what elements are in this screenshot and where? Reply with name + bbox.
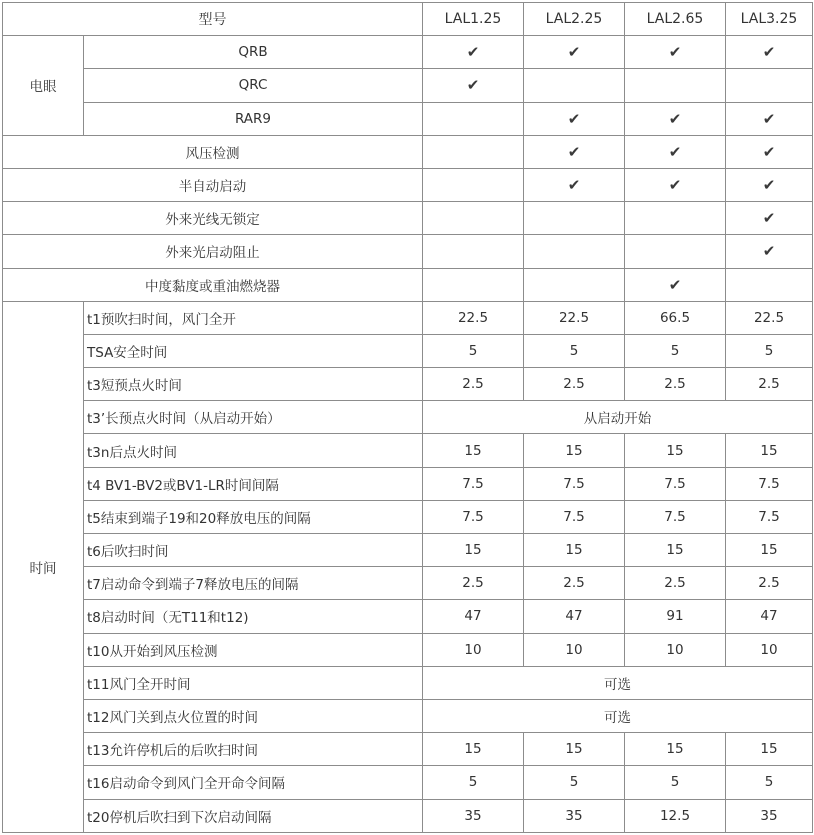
value-cell: 5 [524,334,625,367]
table-row [3,334,813,367]
value-cell [625,235,726,268]
check-mark-icon: ✔ [726,202,813,235]
value-cell: 10 [423,633,524,666]
value-cell: 10 [524,633,625,666]
value-cell [625,202,726,235]
row-label: RAR9 [84,102,423,135]
table-row [3,401,813,434]
value-cell: 22.5 [423,301,524,334]
check-mark-icon: ✔ [726,102,813,135]
row-label: t5结束到端子19和20释放电压的间隔 [84,500,423,533]
value-cell: 2.5 [423,368,524,401]
check-mark-icon: ✔ [625,102,726,135]
row-label: QRB [84,36,423,69]
value-cell: 5 [726,766,813,799]
value-cell: 15 [423,733,524,766]
value-cell: 7.5 [524,467,625,500]
table-row [3,500,813,533]
table-row [3,268,813,301]
value-cell: 10 [726,633,813,666]
table-row [3,135,813,168]
value-cell [625,69,726,102]
table-row [3,666,813,699]
merged-value-cell: 从启动开始 [423,401,813,434]
check-mark-icon: ✔ [524,36,625,69]
section-label-time: 时间 [3,301,84,832]
row-label: t11风门全开时间 [84,666,423,699]
value-cell: 12.5 [625,799,726,832]
value-cell: 7.5 [625,500,726,533]
model-header: 型号 [3,3,423,36]
value-cell: 15 [625,733,726,766]
check-mark-icon: ✔ [625,36,726,69]
model-header-cell: LAL2.65 [625,3,726,36]
value-cell: 2.5 [524,567,625,600]
check-mark-icon: ✔ [524,102,625,135]
value-cell: 47 [524,600,625,633]
value-cell: 47 [423,600,524,633]
value-cell: 35 [524,799,625,832]
merged-value-cell: 可选 [423,699,813,732]
header-row [3,3,813,36]
check-mark-icon: ✔ [625,268,726,301]
table-row [3,567,813,600]
value-cell: 5 [625,334,726,367]
value-cell [524,235,625,268]
table-row [3,202,813,235]
value-cell [423,202,524,235]
check-mark-icon: ✔ [625,168,726,201]
section-label-flame-detector: 电眼 [3,36,84,136]
table-row [3,766,813,799]
value-cell: 7.5 [726,467,813,500]
value-cell: 2.5 [726,368,813,401]
value-cell: 5 [726,334,813,367]
value-cell: 15 [726,733,813,766]
check-mark-icon: ✔ [524,168,625,201]
merged-value-cell: 可选 [423,666,813,699]
value-cell [423,135,524,168]
value-cell [524,69,625,102]
row-label: t20停机后吹扫到下次启动间隔 [84,799,423,832]
table-row [3,633,813,666]
table-row [3,69,813,102]
check-mark-icon: ✔ [726,135,813,168]
value-cell: 22.5 [524,301,625,334]
row-label: 半自动启动 [3,168,423,201]
value-cell: 7.5 [625,467,726,500]
value-cell: 5 [524,766,625,799]
value-cell: 15 [524,733,625,766]
value-cell: 7.5 [726,500,813,533]
spec-table-body [3,3,813,833]
value-cell: 7.5 [423,500,524,533]
table-row [3,733,813,766]
model-header-cell: LAL3.25 [726,3,813,36]
table-row [3,36,813,69]
value-cell [423,268,524,301]
row-label: t10从开始到风压检测 [84,633,423,666]
value-cell [524,268,625,301]
model-header-cell: LAL1.25 [423,3,524,36]
row-label: t16启动命令到风门全开命令间隔 [84,766,423,799]
value-cell [726,69,813,102]
value-cell: 15 [625,534,726,567]
row-label: 外来光启动阻止 [3,235,423,268]
row-label: TSA安全时间 [84,334,423,367]
value-cell: 5 [625,766,726,799]
value-cell: 2.5 [423,567,524,600]
table-row [3,301,813,334]
table-row [3,235,813,268]
value-cell: 91 [625,600,726,633]
row-label: t8启动时间（无T11和t12) [84,600,423,633]
value-cell: 2.5 [524,368,625,401]
value-cell: 10 [625,633,726,666]
row-label: t3’长预点火时间（从启动开始） [84,401,423,434]
row-label: 中度黏度或重油燃烧器 [3,268,423,301]
check-mark-icon: ✔ [423,36,524,69]
value-cell: 5 [423,766,524,799]
check-mark-icon: ✔ [524,135,625,168]
table-row [3,467,813,500]
table-row [3,600,813,633]
value-cell: 2.5 [625,368,726,401]
model-header-cell: LAL2.25 [524,3,625,36]
row-label: t12风门关到点火位置的时间 [84,699,423,732]
table-row [3,168,813,201]
row-label: 风压检测 [3,135,423,168]
row-label: t1预吹扫时间，风门全开 [84,301,423,334]
value-cell [726,268,813,301]
check-mark-icon: ✔ [423,69,524,102]
row-label: QRC [84,69,423,102]
row-label: t13允许停机后的后吹扫时间 [84,733,423,766]
value-cell [423,168,524,201]
table-row [3,434,813,467]
value-cell: 15 [423,534,524,567]
value-cell: 15 [423,434,524,467]
value-cell: 66.5 [625,301,726,334]
row-label: t3n后点火时间 [84,434,423,467]
value-cell: 7.5 [524,500,625,533]
check-mark-icon: ✔ [726,36,813,69]
check-mark-icon: ✔ [726,235,813,268]
check-mark-icon: ✔ [726,168,813,201]
row-label: t6后吹扫时间 [84,534,423,567]
value-cell: 35 [726,799,813,832]
spec-table [2,2,813,833]
table-row [3,534,813,567]
value-cell [524,202,625,235]
value-cell: 15 [625,434,726,467]
table-row [3,799,813,832]
row-label: 外来光线无锁定 [3,202,423,235]
check-mark-icon: ✔ [625,135,726,168]
row-label: t3短预点火时间 [84,368,423,401]
table-row [3,102,813,135]
value-cell: 15 [726,434,813,467]
value-cell: 15 [524,534,625,567]
value-cell: 15 [726,534,813,567]
value-cell: 47 [726,600,813,633]
row-label: t4 BV1-BV2或BV1-LR时间间隔 [84,467,423,500]
table-row [3,368,813,401]
value-cell: 7.5 [423,467,524,500]
table-row [3,699,813,732]
value-cell: 2.5 [625,567,726,600]
row-label: t7启动命令到端子7释放电压的间隔 [84,567,423,600]
value-cell [423,102,524,135]
value-cell: 2.5 [726,567,813,600]
value-cell: 15 [524,434,625,467]
value-cell: 22.5 [726,301,813,334]
value-cell [423,235,524,268]
value-cell: 5 [423,334,524,367]
value-cell: 35 [423,799,524,832]
